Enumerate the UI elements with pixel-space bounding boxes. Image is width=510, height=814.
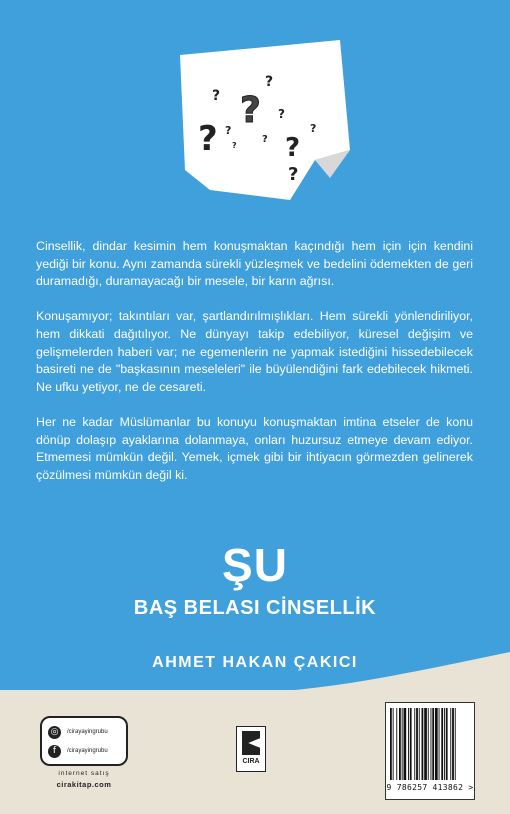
- question-mark-icon: ?: [288, 164, 299, 185]
- question-mark-icon: ?: [262, 134, 268, 145]
- question-mark-icon: ?: [310, 122, 317, 135]
- book-subtitle: BAŞ BELASI CİNSELLİK: [133, 597, 377, 619]
- question-mark-icon: ?: [198, 119, 218, 159]
- social-media-box: [40, 716, 128, 766]
- instagram-handle: /cirayayingrubu: [67, 729, 108, 735]
- question-mark-icon: ?: [285, 133, 301, 163]
- book-title: ŞU: [222, 539, 288, 591]
- publisher-logo: [236, 726, 266, 772]
- facebook-row[interactable]: [48, 743, 108, 759]
- barcode-icon: [390, 708, 470, 780]
- isbn-number: 9 786257 413862 >: [386, 783, 474, 792]
- isbn-barcode: [385, 702, 475, 800]
- facebook-icon: f: [48, 745, 61, 758]
- question-mark-icon: ?: [265, 74, 274, 90]
- question-mark-icon: ?: [278, 107, 285, 121]
- author-name: AHMET HAKAN ÇAKICI: [152, 654, 358, 671]
- facebook-handle: /cirayayingrubu: [67, 748, 108, 754]
- instagram-row[interactable]: [48, 724, 108, 740]
- question-mark-icon: ?: [225, 124, 232, 137]
- back-cover-blurb: [36, 238, 473, 502]
- instagram-icon: ◎: [48, 726, 61, 739]
- question-mark-icon: ?: [232, 141, 237, 150]
- blurb-paragraph: Cinsellik, dindar kesimin hem konuşmaktan kaçındığı hem için için kendini yediği bir konu. Aynı zamanda sürekli yüzleşmek ve bedelini ödemekten de geri duramadığı, duramayacağı bir mesele, bir karın ağrısı.: [36, 239, 473, 289]
- cira-logo-icon: [242, 731, 260, 755]
- publisher-name: CIRA: [242, 758, 260, 765]
- question-mark-icon: ?: [240, 90, 261, 131]
- internet-sales-label: internet satış: [58, 770, 110, 777]
- blurb-paragraph: Konuşamıyor; takıntıları var, şartlandırılmışlıkları. Hem sürekli yönlendiriliyor, hem dikkati dağıtılıyor. Ne dünyayı takip edebiliyor, küresel değişim ve gelişmelerden haberi var; ne egemenlerin ne yapmak istediğini hissedebilecek basireti ne de "başkasının meseleleri" ile büyülendiğini fark edebilecek hikmeti. Ne ufku yetiyor, ne de cesareti.: [36, 309, 473, 394]
- question-paper-illustration: [0, 0, 510, 220]
- question-mark-icon: ?: [212, 88, 221, 104]
- blurb-paragraph: Her ne kadar Müslümanlar bu konuyu konuşmaktan imtina etseler de konu dönüp dolaşıp ayaklarına dolanmaya, onları huzursuz etmeye devam ediyor. Etmemesi mümkün değil. Yemek, içmek gibi bir ihtiyacın görmezden gelinerek çözülmesi mümkün değil ki.: [36, 414, 473, 482]
- sales-website[interactable]: cirakitap.com: [56, 780, 112, 789]
